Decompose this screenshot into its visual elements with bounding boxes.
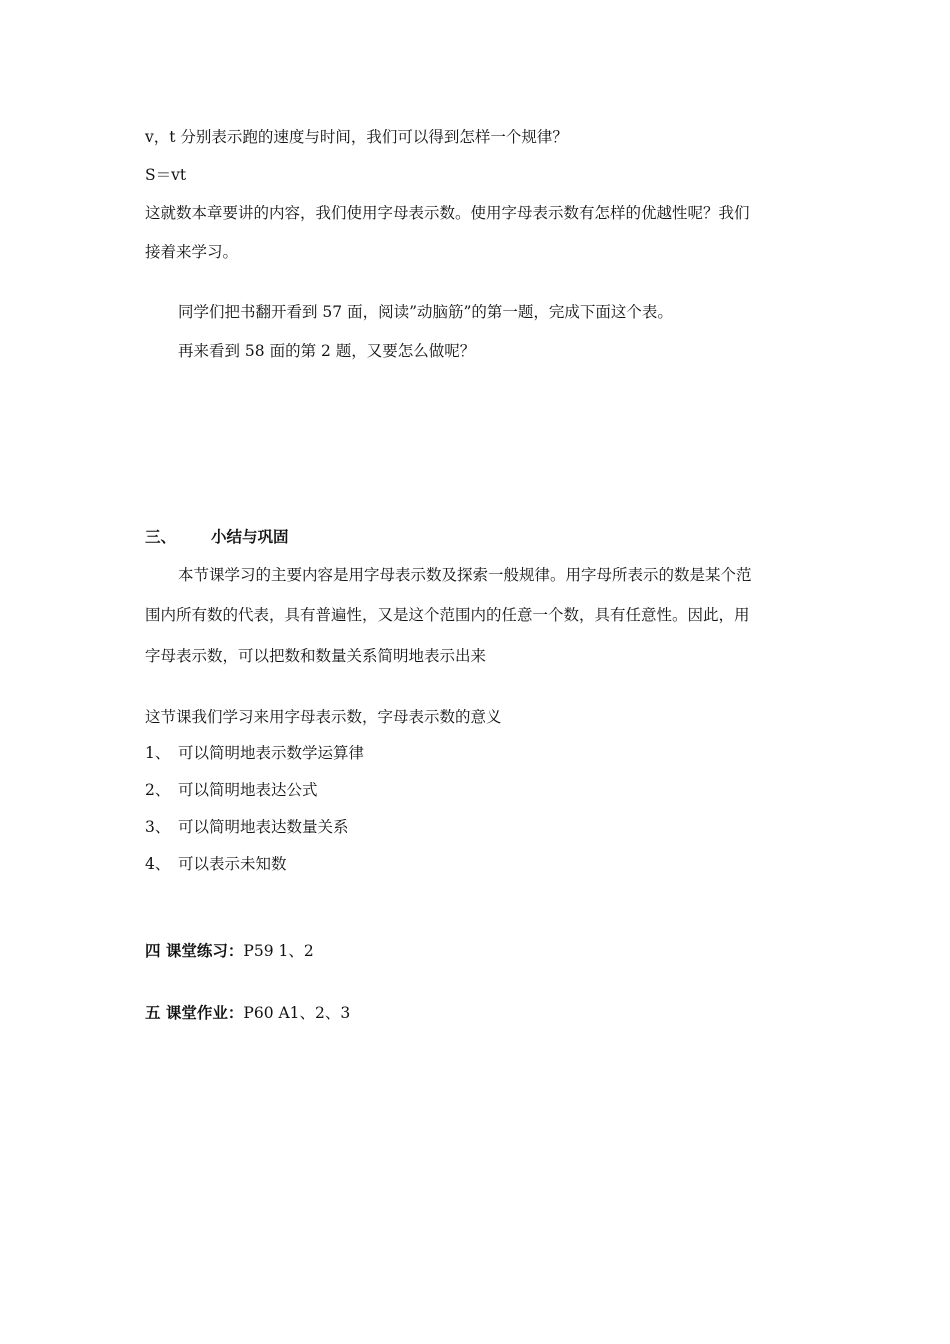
intro-line-1: v，t 分别表示跑的速度与时间，我们可以得到怎样一个规律？ bbox=[145, 128, 568, 146]
intro-line-3: 这就数本章要讲的内容，我们使用字母表示数。使用字母表示数有怎样的优越性呢？我们 bbox=[145, 204, 750, 222]
list-item bbox=[145, 853, 287, 875]
list-item-text: 可以表示未知数 bbox=[178, 855, 287, 873]
list-item-number: 3、 bbox=[145, 818, 171, 836]
summary-line-3: 字母表示数，可以把数和数量关系简明地表示出来 bbox=[145, 647, 487, 665]
section-3-heading bbox=[145, 526, 289, 548]
section-3-number: 三、 bbox=[145, 527, 177, 546]
list-item-text: 可以简明地表达数量关系 bbox=[178, 818, 349, 836]
list-item-text: 可以简明地表示数学运算律 bbox=[178, 744, 365, 762]
formula-line: S＝vt bbox=[145, 166, 187, 184]
section-4-line bbox=[145, 940, 314, 962]
section-5-label: 五 课堂作业： bbox=[145, 1003, 244, 1022]
section-5-line bbox=[145, 1002, 350, 1024]
list-item-number: 2、 bbox=[145, 781, 171, 799]
section-4-value: P59 1、2 bbox=[243, 942, 314, 960]
list-item bbox=[145, 742, 364, 764]
intro-line-4: 接着来学习。 bbox=[145, 243, 239, 261]
reading-line-2: 再来看到 58 面的第 2 题，又要怎么做呢？ bbox=[178, 342, 476, 360]
section-5-value: P60 A1、2、3 bbox=[243, 1004, 351, 1022]
summary-line-1: 本节课学习的主要内容是用字母表示数及探索一般规律。用字母所表示的数是某个范 bbox=[178, 566, 752, 584]
section-4-label: 四 课堂练习： bbox=[145, 941, 244, 960]
reading-line-1: 同学们把书翻开看到 57 面，阅读”动脑筋”的第一题，完成下面这个表。 bbox=[178, 303, 673, 321]
list-item-number: 4、 bbox=[145, 855, 171, 873]
summary-line-2: 围内所有数的代表，具有普遍性，又是这个范围内的任意一个数，具有任意性。因此，用 bbox=[145, 606, 750, 624]
list-item bbox=[145, 779, 318, 801]
list-item-number: 1、 bbox=[145, 744, 171, 762]
section-3-title: 小结与巩固 bbox=[211, 527, 289, 546]
list-item-text: 可以简明地表达公式 bbox=[178, 781, 318, 799]
meaning-lead: 这节课我们学习来用字母表示数，字母表示数的意义 bbox=[145, 708, 502, 726]
list-item bbox=[145, 816, 349, 838]
